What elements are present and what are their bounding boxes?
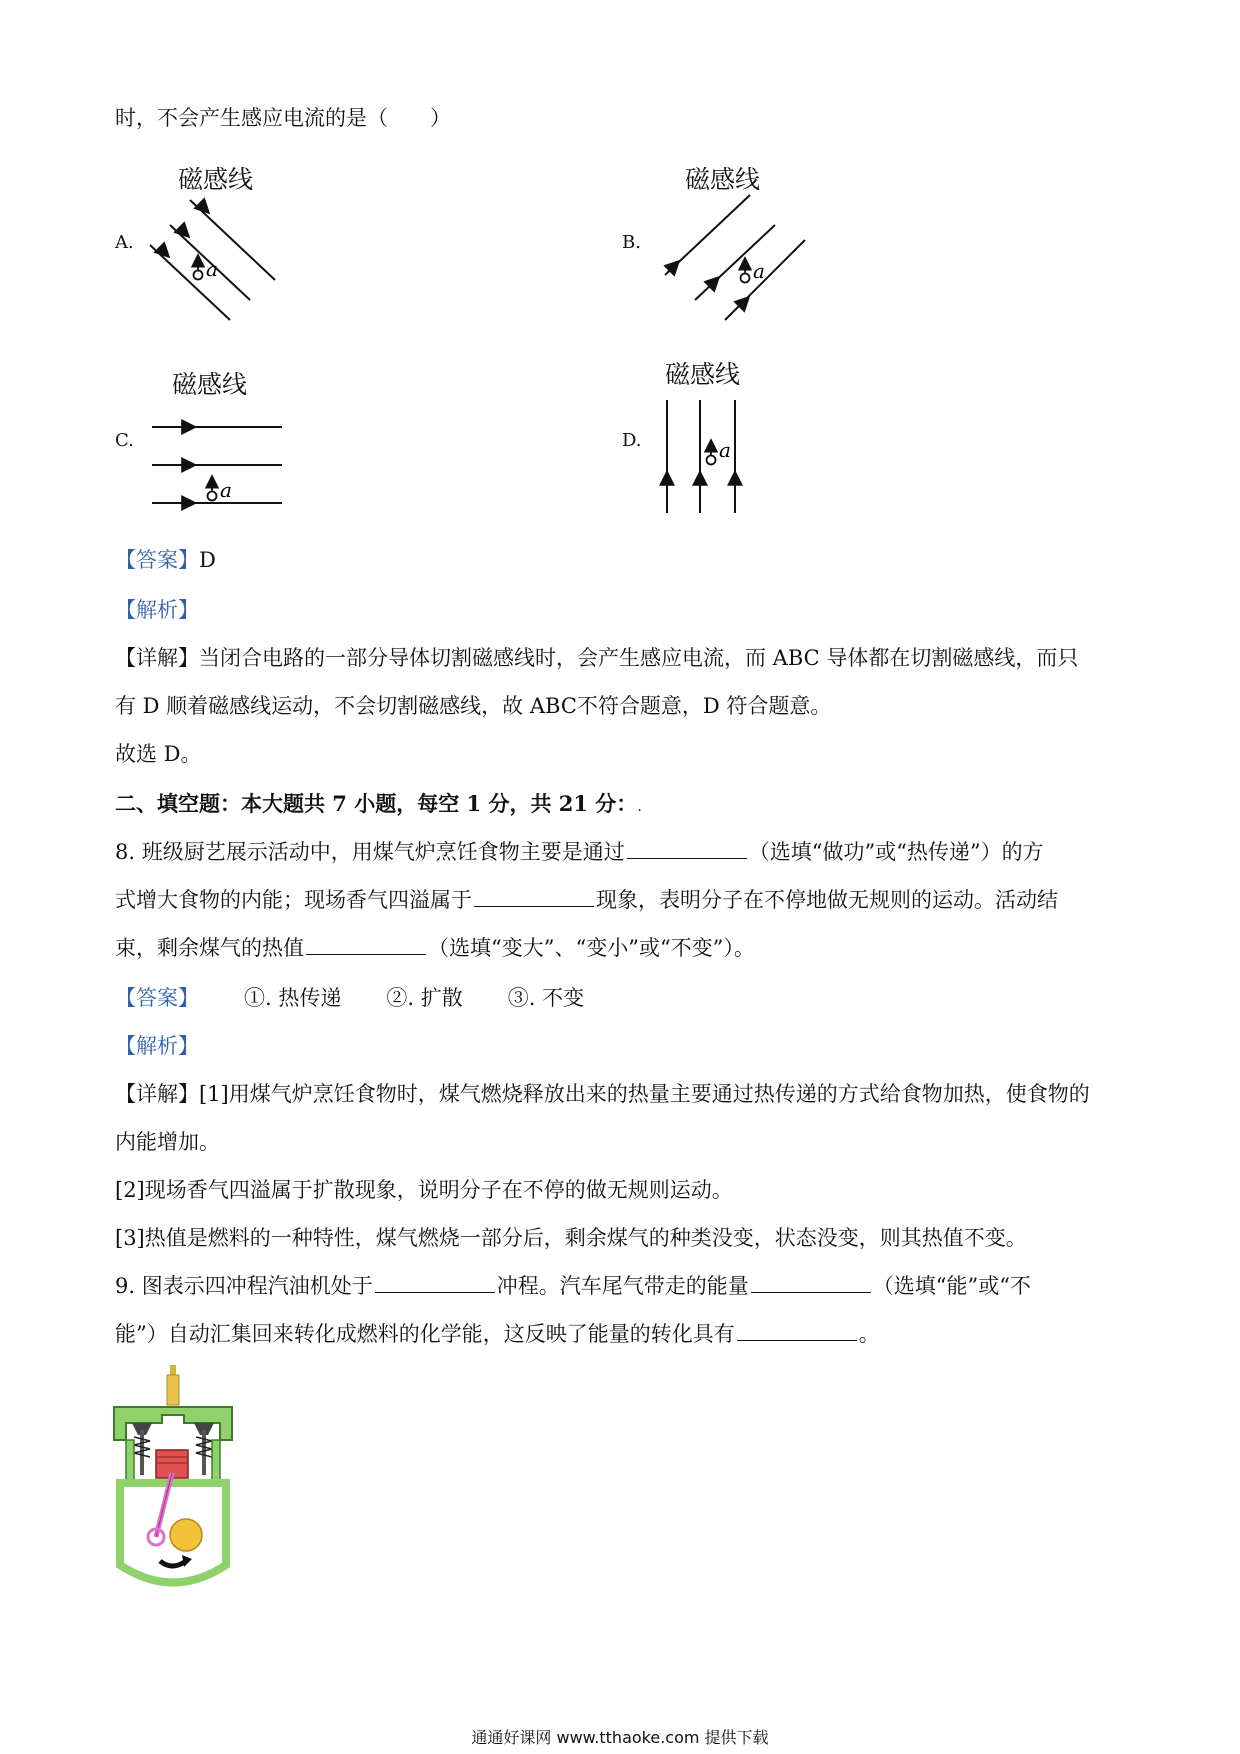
q7-stem: 时，不会产生感应电流的是（ ） (115, 106, 451, 130)
q8-text: 束，剩余煤气的热值 (115, 936, 304, 960)
answer-item: ③. 不变 (507, 986, 585, 1010)
answer-item: ②. 扩散 (386, 986, 463, 1010)
q8-text: 现象，表明分子在不停地做无规则的运动。活动结 (596, 888, 1058, 912)
crankshaft (170, 1519, 202, 1551)
option-a-label: A. (115, 232, 134, 253)
option-c-title: 磁感线 (172, 370, 248, 399)
q8-text: （选填“变大”、“变小”或“不变”）。 (428, 936, 755, 960)
q8-text: 8. 班级厨艺展示活动中，用煤气炉烹饪食物主要是通过 (115, 840, 625, 864)
conductor-label: a (719, 438, 731, 462)
q7-conclusion: 故选 D。 (115, 742, 202, 766)
answer-blank[interactable] (474, 888, 594, 907)
spark-plug-icon (170, 1365, 176, 1375)
answer-blank[interactable] (627, 840, 747, 859)
q9-text: 。 (858, 1322, 880, 1346)
q8-detail1a (115, 1080, 1090, 1108)
option-c-label: C. (115, 430, 134, 451)
q7-detail-line1 (115, 644, 1078, 672)
section-heading (115, 790, 642, 821)
footer: 通通好课网 www.tthaoke.com 提供下载 (471, 1728, 769, 1747)
q8-line1 (115, 838, 1044, 866)
answer-blank[interactable] (751, 1274, 871, 1293)
q9-text: 冲程。汽车尾气带走的能量 (496, 1274, 749, 1298)
q9-line2 (115, 1320, 880, 1348)
q8-line2 (115, 886, 1058, 914)
conductor-label: a (206, 257, 218, 281)
conductor-label: a (220, 478, 232, 502)
conductor-icon (194, 271, 203, 280)
cylinder-head (114, 1407, 232, 1440)
detail-tag: 【详解】 (115, 1082, 199, 1106)
answer-blank[interactable] (306, 936, 426, 955)
q8-text: 式增大食物的内能；现场香气四溢属于 (115, 888, 472, 912)
option-a-figure (140, 190, 290, 325)
answer-blank[interactable] (375, 1274, 495, 1293)
field-line (725, 240, 805, 320)
q7-answer (115, 546, 216, 574)
q8-line3 (115, 934, 755, 962)
option-b-title: 磁感线 (685, 165, 761, 194)
q8-answer (115, 984, 584, 1012)
detail-text: 当闭合电路的一部分导体切割磁感线时，会产生感应电流，而 ABC 导体都在切割磁感线，而只 (199, 646, 1079, 670)
q8-detail1b: 内能增加。 (115, 1130, 220, 1154)
answer-tag: 【答案】 (115, 548, 199, 572)
option-a-title: 磁感线 (178, 165, 254, 194)
q8-text: （选填“做功”或“热传递”）的方 (748, 840, 1044, 864)
answer-item: ①. 热传递 (244, 986, 342, 1010)
detail-tag: 【详解】 (115, 646, 199, 670)
option-c-figure (150, 415, 290, 515)
heading-dot: . (637, 799, 642, 815)
q7-detail-line2: 有 D 顺着磁感线运动，不会切割磁感线，故 ABC不符合题意，D 符合题意。 (115, 694, 832, 718)
answer-value: D (199, 548, 216, 572)
field-line (150, 245, 230, 320)
q8-detail3: [3]热值是燃料的一种特性，煤气燃烧一部分后，剩余煤气的种类没变，状态没变，则其热值不变。 (115, 1226, 1027, 1250)
q9-text: 9. 图表示四冲程汽油机处于 (115, 1274, 373, 1298)
option-d-label: D. (622, 430, 642, 451)
answer-blank[interactable] (737, 1322, 857, 1341)
q8-detail2: [2]现场香气四溢属于扩散现象，说明分子在不停的做无规则运动。 (115, 1178, 733, 1202)
engine-diagram (112, 1365, 242, 1590)
q9-line1 (115, 1272, 1031, 1300)
conductor-label: a (753, 259, 765, 283)
option-d-title: 磁感线 (665, 360, 741, 389)
option-b-figure (660, 190, 810, 325)
answer-tag: 【答案】 (115, 986, 199, 1010)
q9-text: 能”）自动汇集回来转化成燃料的化学能，这反映了能量的转化具有 (115, 1322, 735, 1346)
detail-text: [1]用煤气炉烹饪食物时，煤气燃烧释放出来的热量主要通过热传递的方式给食物加热，使食物的 (199, 1082, 1090, 1106)
conductor-icon (707, 456, 716, 465)
option-b-label: B. (622, 232, 641, 253)
option-d-figure (655, 395, 755, 515)
q7-analysis-tag: 【解析】 (115, 598, 199, 622)
q8-analysis-tag: 【解析】 (115, 1034, 199, 1058)
conductor-icon (741, 274, 750, 283)
q9-text: （选填“能”或“不 (872, 1274, 1031, 1298)
section-heading-text: 二、填空题：本大题共 7 小题，每空 1 分，共 21 分： (115, 791, 638, 816)
field-line (190, 200, 275, 280)
conductor-icon (208, 492, 217, 501)
